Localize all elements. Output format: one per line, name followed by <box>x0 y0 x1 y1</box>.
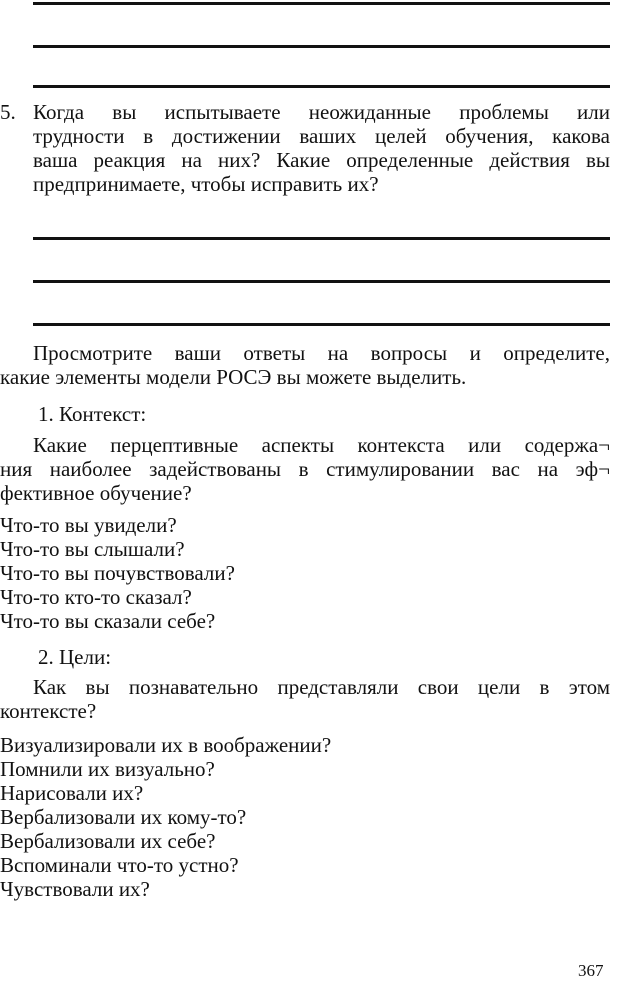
goals-option: Вербализовали их кому-то? <box>0 805 247 829</box>
answer-line <box>33 323 610 326</box>
context-question-line: Какие перцептивные аспекты контекста или содержа¬ <box>33 433 610 457</box>
context-option: Что-то кто-то сказал? <box>0 585 192 609</box>
question-line: ваша реакция на них? Какие определенные действия вы <box>33 148 610 172</box>
context-option: Что-то вы увидели? <box>0 513 177 537</box>
goals-option: Вспоминали что-то устно? <box>0 853 239 877</box>
context-option: Что-то вы почувствовали? <box>0 561 235 585</box>
goals-option: Вербализовали их себе? <box>0 829 216 853</box>
question-number: 5. <box>0 100 16 124</box>
goals-option: Нарисовали их? <box>0 781 144 805</box>
context-question-line: ния наиболее задействованы в стимулировании вас на эф¬ <box>0 457 610 481</box>
goals-option: Помнили их визуально? <box>0 757 215 781</box>
section-heading: 2. Цели: <box>38 645 112 669</box>
section-heading: 1. Контекст: <box>38 402 147 426</box>
goals-question-line: Как вы познавательно представляли свои цели в этом <box>33 675 610 699</box>
review-line: Просмотрите ваши ответы на вопросы и определите, <box>33 341 610 365</box>
goals-question-line: контексте? <box>0 699 97 723</box>
goals-option: Чувствовали их? <box>0 877 150 901</box>
review-line: какие элементы модели РОСЭ вы можете выделить. <box>0 365 467 389</box>
goals-option: Визуализировали их в воображении? <box>0 733 332 757</box>
context-option: Что-то вы сказали себе? <box>0 609 216 633</box>
question-line: Когда вы испытываете неожиданные проблемы или <box>33 100 610 124</box>
question-line: трудности в достижении ваших целей обучения, какова <box>33 124 610 148</box>
page-number: 367 <box>578 961 604 980</box>
answer-line <box>33 85 610 88</box>
answer-line <box>33 45 610 48</box>
answer-line <box>33 237 610 240</box>
context-question-line: фективное обучение? <box>0 481 192 505</box>
question-line: предпринимаете, чтобы исправить их? <box>33 172 379 196</box>
answer-line <box>33 2 610 5</box>
context-option: Что-то вы слышали? <box>0 537 185 561</box>
answer-line <box>33 280 610 283</box>
